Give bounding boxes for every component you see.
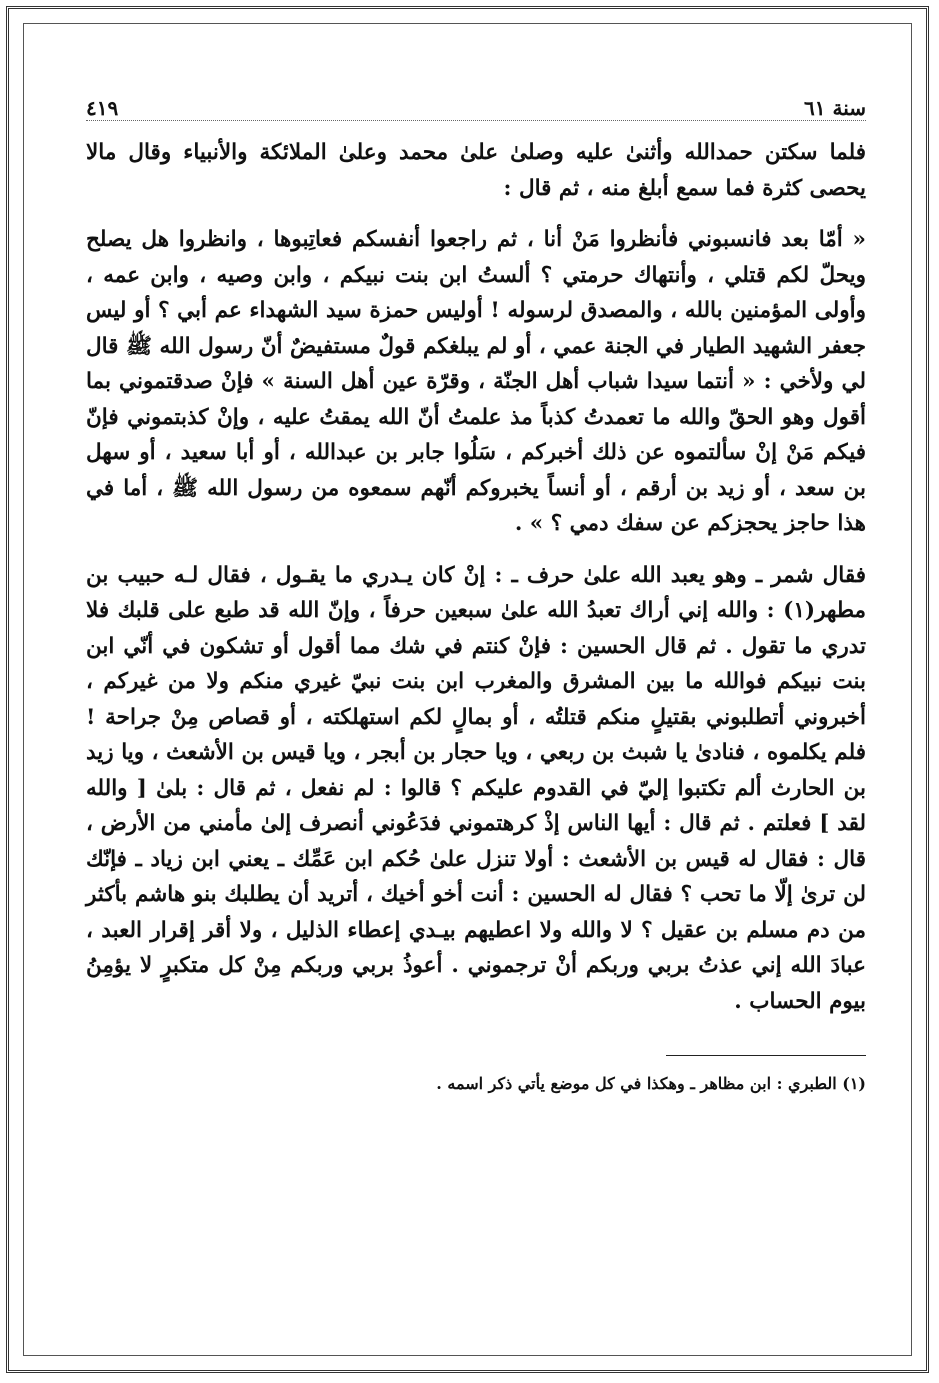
paragraph: « أمّا بعد فانسبوني فأنظروا مَنْ أنا ، ثم راجعوا أنفسكم فعاتِبوها ، وانظروا هل يصلح ويحلّ لكم قتلي ، وأنتهاك حرمتي ؟ ألستُ ابن بنت نبيكم ، وابن وصيه ، وابن عمه ، وأولى المؤمنين بالله ، والمصدق لرسوله ! أوليس حمزة سيد الشهداء عم أبي ؟ أو ليس جعفر الشهيد الطيار في الجنة عمي ، أو لم يبلغكم قولٌ مستفيضٌ أنّ رسول الله ﷺ قال لي ولأخي : « أنتما سيدا شباب أهل الجنّة ، وقرّة عين أهل السنة » فإنْ صدقتموني بما أقول وهو الحقّ والله ما تعمدتُ كذباً مذ علمتُ أنّ الله يمقتُ عليه ، وإنْ كذبتموني فإنّ فيكم مَنْ إنْ سألتموه عن ذلك أخبركم ، سَلُوا جابر بن عبدالله ، أو أبا سعيد ، أو سهل بن سعد ، أو زيد بن أرقم ، أو أنساً يخبروكم أنّهم سمعوه من رسول الله ﷺ ، أما في هذا حاجز يحجزكم عن سفك دمي ؟ » . xyxy=(86,227,866,536)
paragraph: فقال شمر ـ وهو يعبد الله علىٰ حرف ـ : إنْ كان يـدري ما يقـول ، فقال لـه حبيب بن مطهر(١) : والله إني أراك تعبدُ الله علىٰ سبعين حرفاً ، وإنّ الله قد طبع على قلبك فلا تدري ما تقول . ثم قال الحسين : فإنْ كنتم في شك مما أقول أو تشكون في أنّي ابن بنت نبيكم فوالله ما بين المشرق والمغرب ابن بنت نبيّ غيري منكم ولا من غيركم ، أخبروني أتطلبوني بقتيلٍ منكم قتلتُه ، أو بمالٍ لكم استهلكته ، أو قصاص مِنْ جراحة ! فلم يكلموه ، فنادىٰ يا شبث بن ربعي ، ويا حجار بن أبجر ، ويا قيس بن الأشعث ، ويا زيد بن الحارث ألم تكتبوا إليّ في القدوم عليكم ؟ قالوا : لم نفعل ، ثم قال : بلىٰ [ والله لقد ] فعلتم . ثم قال : أيها الناس إذْ كرهتموني فدَعُوني أنصرف إلىٰ مأمني من الأرض ، قال : فقال له قيس بن الأشعث : أولا تنزل علىٰ حُكم ابن عَمِّك ـ يعني ابن زياد ـ فإنّك لن ترىٰ إلّا ما تحب ؟ فقال له الحسين : أنت أخو أخيك ، أتريد أن يطلبك بنو هاشم بأكثر من دم مسلم بن عقيل ؟ لا والله ولا اعطيهم بيـدي إعطاء الذليل ، ولا أقر إقرار العبد ، عبادَ الله إني عذتُ بربي وربكم أنْ ترجموني . أعوذُ بربي وربكم مِنْ كل متكبرٍ لا يؤمِنُ بيوم الحساب . xyxy=(86,562,866,1014)
footnote-separator xyxy=(666,1055,866,1056)
paragraph: فلما سكتن حمدالله وأثنىٰ عليه وصلىٰ علىٰ محمد وعلىٰ الملائكة والأنبياء وقال مالا يحصى كثرة فما سمع أبلغ منه ، ثم قال : xyxy=(86,140,866,201)
body-text xyxy=(86,135,866,1019)
footnote: (١) الطبري : ابن مظاهر ـ وهكذا في كل موضع يأتي ذكر اسمه . xyxy=(436,1074,866,1093)
page-number: ٤١٩ xyxy=(86,96,119,120)
section-title: سنة ٦١ xyxy=(804,96,866,120)
running-header xyxy=(86,86,866,121)
page-content xyxy=(86,86,866,1093)
